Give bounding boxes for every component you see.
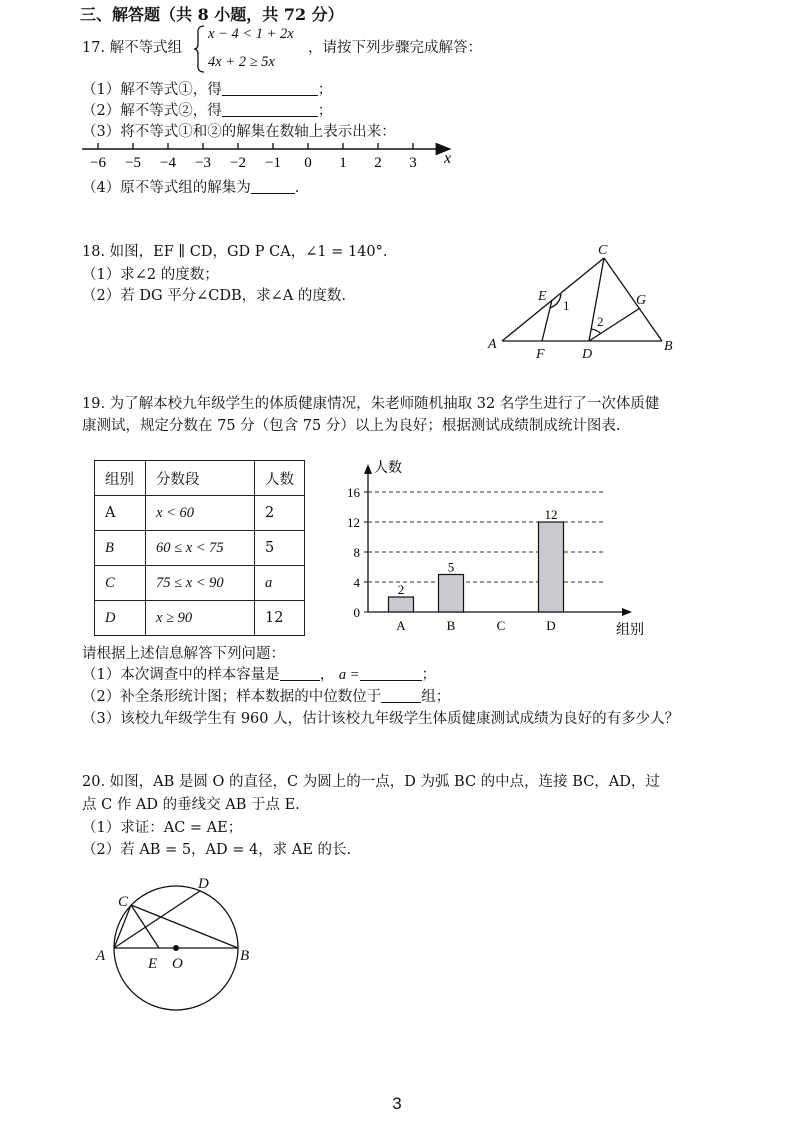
q17-ineq2: 4x + 2 ≥ 5x: [208, 54, 275, 70]
q17-instruction: ，请按下列步骤完成解答：: [308, 40, 482, 56]
table-header-cell: 组别: [95, 461, 146, 496]
table-cell: 12: [255, 601, 305, 636]
label-c: C: [118, 894, 129, 910]
number-line: [78, 140, 468, 176]
q19-sub1: （1）本次调查中的样本容量是 ， a = ；: [82, 667, 437, 683]
q17-label: 17. 解不等式组: [82, 40, 183, 56]
segment-ce: [131, 905, 159, 948]
q17-step1: （1）解不等式①，得 ；: [82, 82, 333, 98]
angle-2-label: 2: [597, 314, 604, 329]
table-cell: 2: [255, 496, 305, 531]
bar-chart: [336, 456, 644, 641]
q18-line1: 18. 如图，EF ∥ CD，GD P CA，∠1 = 140°.: [82, 244, 388, 260]
number-line-tick-label: −4: [160, 155, 176, 171]
q17-step2: （2）解不等式②，得 ；: [82, 103, 333, 119]
label-o: O: [172, 956, 183, 972]
number-line-tick-label: −2: [230, 155, 246, 171]
axis-var-label: x: [444, 150, 452, 167]
number-line-tick-label: −3: [195, 155, 211, 171]
x-axis-label: 组别: [616, 623, 644, 638]
bar-A: [389, 597, 414, 612]
table-cell: x ≥ 90: [146, 601, 255, 636]
label-e: E: [538, 289, 547, 304]
q19-line2: 康测试，规定分数在 75 分（包含 75 分）以上为良好；根据测试成绩制成统计图表.: [82, 418, 621, 434]
segment-ac: [502, 258, 604, 341]
answer-blank[interactable]: [251, 179, 295, 194]
section-title: 三、解答题（共 8 小题，共 72 分）: [80, 5, 344, 24]
answer-blank[interactable]: [280, 666, 320, 681]
y-tick-label: 16: [347, 485, 360, 500]
table-cell: C: [95, 566, 146, 601]
answer-blank[interactable]: [381, 688, 421, 703]
q18-sub2: （2）若 DG 平分∠CDB，求∠A 的度数.: [82, 288, 347, 304]
q20-sub2: （2）若 AB = 5，AD = 4，求 AE 的长.: [82, 842, 352, 858]
label-c: C: [598, 243, 608, 258]
bar-value-label: 2: [397, 582, 405, 597]
table-cell: D: [95, 601, 146, 636]
table-row: [95, 566, 305, 601]
q17-ineq1: x − 4 < 1 + 2x: [208, 26, 294, 42]
number-line-tick-label: 2: [374, 155, 382, 171]
label-f: F: [536, 347, 545, 362]
number-line-tick-label: −5: [125, 155, 141, 171]
label-a: A: [488, 337, 497, 352]
q20-sub1: （1）求证：AC = AE；: [82, 820, 243, 836]
q20-line2: 点 C 作 AD 的垂线交 AB 于点 E.: [82, 797, 300, 813]
answer-blank[interactable]: [222, 81, 318, 96]
x-axis-arrow: [622, 608, 632, 616]
segment-cb: [604, 258, 662, 341]
bar-B: [439, 575, 464, 613]
number-line-tick-label: −6: [90, 155, 106, 171]
label-g: G: [636, 293, 647, 308]
category-label: A: [396, 618, 406, 633]
answer-blank[interactable]: [360, 666, 422, 681]
angle-2-arc: [591, 329, 601, 334]
label-d: D: [582, 347, 593, 362]
table-row: [95, 531, 305, 566]
table-cell: a: [255, 566, 305, 601]
q18-figure: [480, 238, 690, 364]
bar-D: [539, 522, 564, 612]
table-cell: 60 ≤ x < 75: [146, 531, 255, 566]
label-e: E: [148, 956, 158, 972]
q17-step3: （3）将不等式①和②的解集在数轴上表示出来：: [82, 124, 396, 140]
q19-line1: 19. 为了解本校九年级学生的体质健康情况，朱老师随机抽取 32 名学生进行了一次体质健: [82, 396, 660, 412]
table-cell: B: [95, 531, 146, 566]
table-row: [95, 601, 305, 636]
number-line-tick-label: −1: [265, 155, 281, 171]
label-b: B: [240, 948, 250, 964]
q17-step4: （4）原不等式组的解集为 .: [82, 180, 300, 196]
label-d: D: [198, 876, 209, 892]
number-line-tick-label: 3: [409, 155, 417, 171]
number-line-tick-label: 1: [339, 155, 347, 171]
table-cell: 75 ≤ x < 90: [146, 566, 255, 601]
category-label: C: [496, 618, 506, 633]
table-cell: A: [95, 496, 146, 531]
table-row: [95, 496, 305, 531]
y-tick-label: 8: [353, 545, 360, 560]
y-axis-label: 人数: [374, 461, 402, 476]
y-axis-arrow: [364, 464, 372, 474]
y-tick-label: 4: [353, 575, 360, 590]
page-number: 3: [392, 1094, 402, 1113]
category-label: B: [446, 618, 456, 633]
number-line-tick-label: 0: [304, 155, 312, 171]
table-cell: x < 60: [146, 496, 255, 531]
q18-sub1: （1）求∠2 的度数；: [82, 267, 219, 283]
angle-1-label: 1: [563, 298, 570, 313]
table-header-cell: 分数段: [146, 461, 255, 496]
segment-ac: [114, 905, 131, 948]
y-tick-label: 0: [353, 605, 360, 620]
table-cell: 5: [255, 531, 305, 566]
category-label: D: [546, 618, 556, 633]
y-tick-label: 12: [347, 515, 360, 530]
q20-line1: 20. 如图，AB 是圆 O 的直径，C 为圆上的一点，D 为弧 BC 的中点，连接 BC，AD，过: [82, 774, 660, 790]
label-b: B: [664, 339, 673, 354]
q20-figure: [90, 872, 265, 1022]
table-header-row: [95, 461, 305, 496]
bar-value-label: 12: [544, 507, 558, 522]
q17-brace: [192, 24, 206, 74]
center-dot: [173, 945, 179, 951]
table-header-cell: 人数: [255, 461, 305, 496]
answer-blank[interactable]: [222, 102, 318, 117]
bar-value-label: 5: [447, 559, 455, 575]
score-table: [94, 460, 305, 636]
segment-ef: [542, 300, 552, 341]
label-a: A: [96, 948, 106, 964]
q19-sub2: （2）补全条形统计图；样本数据的中位数位于 组；: [82, 689, 451, 705]
q19-sub3: （3）该校九年级学生有 960 人，估计该校九年级学生体质健康测试成绩为良好的有多少人？: [82, 711, 680, 727]
q19-after: 请根据上述信息解答下列问题：: [82, 646, 285, 662]
